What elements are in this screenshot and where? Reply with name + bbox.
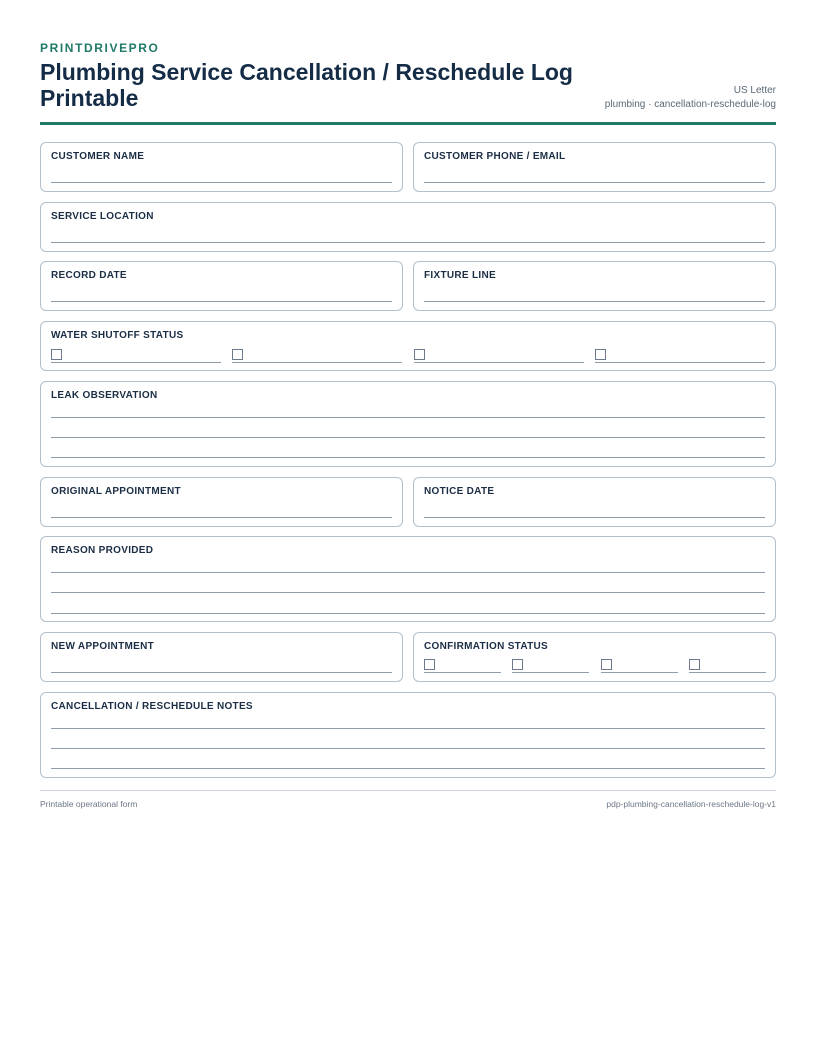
write-line[interactable] bbox=[51, 517, 392, 518]
leak-observation-label: LEAK OBSERVATION bbox=[51, 390, 158, 401]
customer-name-label: CUSTOMER NAME bbox=[51, 151, 145, 162]
page-title: Plumbing Service Cancellation / Reschedule Log Printable bbox=[40, 59, 573, 111]
confirmation-option-3[interactable] bbox=[601, 659, 678, 673]
shutoff-option-2[interactable] bbox=[232, 349, 402, 363]
write-line[interactable] bbox=[51, 613, 765, 614]
write-line[interactable] bbox=[51, 748, 765, 749]
option-write-line[interactable] bbox=[51, 362, 221, 363]
fixture-line-field[interactable] bbox=[413, 261, 776, 311]
record-date-field[interactable] bbox=[40, 261, 403, 311]
option-write-line[interactable] bbox=[232, 362, 402, 363]
write-line[interactable] bbox=[424, 517, 765, 518]
brand-logo-text: PRINTDRIVEPRO bbox=[40, 41, 160, 55]
confirmation-option-2[interactable] bbox=[512, 659, 589, 673]
notice-date-field[interactable] bbox=[413, 477, 776, 527]
write-line[interactable] bbox=[51, 592, 765, 593]
checkbox[interactable] bbox=[689, 659, 700, 670]
write-line[interactable] bbox=[51, 242, 765, 243]
header-rule bbox=[40, 122, 776, 125]
write-line[interactable] bbox=[51, 672, 392, 673]
document-meta bbox=[605, 84, 776, 111]
write-line[interactable] bbox=[51, 572, 765, 573]
confirmation-option-1[interactable] bbox=[424, 659, 501, 673]
checkbox[interactable] bbox=[51, 349, 62, 360]
leak-observation-field[interactable] bbox=[40, 381, 776, 467]
write-line[interactable] bbox=[424, 301, 765, 302]
original-appointment-field[interactable] bbox=[40, 477, 403, 527]
water-shutoff-status-field bbox=[40, 321, 776, 371]
notes-label: CANCELLATION / RESCHEDULE NOTES bbox=[51, 701, 253, 712]
service-location-label: SERVICE LOCATION bbox=[51, 211, 154, 222]
confirmation-status-label: CONFIRMATION STATUS bbox=[424, 641, 549, 652]
shutoff-option-3[interactable] bbox=[414, 349, 584, 363]
option-write-line[interactable] bbox=[424, 672, 501, 673]
notes-field[interactable] bbox=[40, 692, 776, 778]
paper-size: US Letter bbox=[733, 85, 776, 96]
footer-rule bbox=[40, 790, 776, 791]
reason-provided-field[interactable] bbox=[40, 536, 776, 622]
write-line[interactable] bbox=[51, 457, 765, 458]
write-line[interactable] bbox=[51, 728, 765, 729]
document-slug: plumbing · cancellation-reschedule-log bbox=[604, 98, 776, 110]
checkbox[interactable] bbox=[414, 349, 425, 360]
new-appointment-label: NEW APPOINTMENT bbox=[51, 641, 155, 652]
water-shutoff-status-label: WATER SHUTOFF STATUS bbox=[51, 330, 184, 341]
fixture-line-label: FIXTURE LINE bbox=[424, 270, 496, 281]
service-location-field[interactable] bbox=[40, 202, 776, 252]
option-write-line[interactable] bbox=[595, 362, 765, 363]
checkbox[interactable] bbox=[424, 659, 435, 670]
write-line[interactable] bbox=[51, 301, 392, 302]
footer-form-id: pdp-plumbing-cancellation-reschedule-log-v1 bbox=[606, 799, 776, 809]
option-write-line[interactable] bbox=[512, 672, 589, 673]
customer-contact-label: CUSTOMER PHONE / EMAIL bbox=[424, 151, 566, 162]
shutoff-option-1[interactable] bbox=[51, 349, 221, 363]
customer-contact-field[interactable] bbox=[413, 142, 776, 192]
reason-provided-label: REASON PROVIDED bbox=[51, 545, 154, 556]
option-write-line[interactable] bbox=[414, 362, 584, 363]
option-write-line[interactable] bbox=[601, 672, 678, 673]
write-line[interactable] bbox=[51, 768, 765, 769]
checkbox[interactable] bbox=[512, 659, 523, 670]
record-date-label: RECORD DATE bbox=[51, 270, 127, 281]
checkbox[interactable] bbox=[601, 659, 612, 670]
original-appointment-label: ORIGINAL APPOINTMENT bbox=[51, 486, 181, 497]
customer-name-field[interactable] bbox=[40, 142, 403, 192]
shutoff-option-4[interactable] bbox=[595, 349, 765, 363]
option-write-line[interactable] bbox=[689, 672, 766, 673]
confirmation-status-field bbox=[413, 632, 776, 682]
checkbox[interactable] bbox=[232, 349, 243, 360]
confirmation-option-4[interactable] bbox=[689, 659, 766, 673]
checkbox[interactable] bbox=[595, 349, 606, 360]
write-line[interactable] bbox=[51, 182, 392, 183]
notice-date-label: NOTICE DATE bbox=[424, 486, 495, 497]
write-line[interactable] bbox=[51, 417, 765, 418]
footer-left-text: Printable operational form bbox=[40, 799, 138, 809]
write-line[interactable] bbox=[424, 182, 765, 183]
new-appointment-field[interactable] bbox=[40, 632, 403, 682]
write-line[interactable] bbox=[51, 437, 765, 438]
